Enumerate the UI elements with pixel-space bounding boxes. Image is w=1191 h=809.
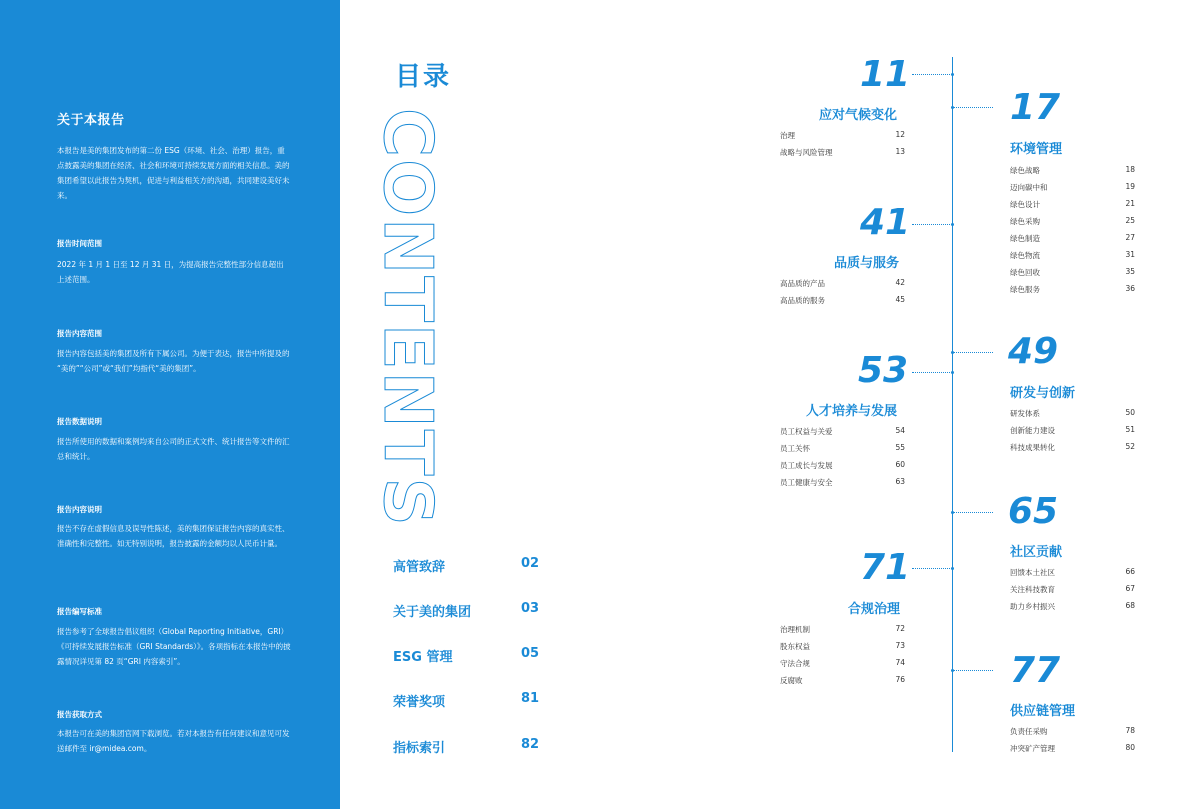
toc-entry-label: 荣誉奖项	[393, 695, 446, 710]
list-item[interactable]: 创新能力建设 51	[1010, 425, 1135, 435]
list-item[interactable]: 绿色物流 31	[1010, 250, 1135, 260]
list-item[interactable]: 绿色设计 21	[1010, 199, 1135, 209]
timeline-divider	[952, 57, 953, 752]
toc-entry-page: 05	[521, 646, 540, 661]
list-item[interactable]: 负责任采购 78	[1010, 726, 1135, 736]
list-item[interactable]: 治理机制 72	[780, 624, 905, 634]
about-report-body: 本报告是美的集团发布的第二份 ESG（环境、社会、治理）报告，重点披露美的集团在经济、社会和环境可持续发展方面的相关信息。美的集团希望以此报告为契机，促进与利益相关方的沟通，共同建设美好未来。	[57, 146, 290, 200]
list-item[interactable]: 员工成长与发展 60	[780, 460, 905, 470]
contents-outline-word: CONTENTS	[369, 108, 447, 528]
chapter-item-list	[780, 624, 905, 692]
toc-entry-index[interactable]	[393, 737, 543, 756]
toc-entry-label: 关于美的集团	[393, 605, 472, 620]
toc-entry-honors[interactable]	[393, 691, 543, 710]
section-body-standard: 报告参考了全球报告倡议组织（Global Reporting Initiative，GRI）《可持续发展报告标准（GRI Standards）》。各项指标在本报告中的披露情况详见第 82 页“GRI 内容索引”。	[57, 627, 291, 666]
list-item[interactable]: 绿色回收 35	[1010, 267, 1135, 277]
toc-entry-about-midea[interactable]	[393, 601, 543, 620]
list-item[interactable]: 冲突矿产管理 80	[1010, 743, 1135, 753]
list-item[interactable]: 回馈本土社区 66	[1010, 567, 1135, 577]
list-item[interactable]: 绿色战略 18	[1010, 165, 1135, 175]
chapter-number: 77	[1010, 650, 1061, 691]
connector-dots	[912, 74, 952, 75]
list-item[interactable]: 股东权益 73	[780, 641, 905, 651]
list-item[interactable]: 高品质的服务 45	[780, 295, 905, 305]
connector-dots	[953, 512, 993, 513]
section-head-content-note: 报告内容说明	[57, 505, 102, 514]
toc-entry-label: 指标索引	[393, 741, 446, 756]
list-item[interactable]: 员工关怀 55	[780, 443, 905, 453]
page-title: 目录	[395, 62, 452, 92]
chapter-title: 环境管理	[1010, 142, 1063, 157]
list-item[interactable]: 迈向碳中和 19	[1010, 182, 1135, 192]
list-item[interactable]: 反腐败 76	[780, 675, 905, 685]
list-item[interactable]: 科技成果转化 52	[1010, 442, 1135, 452]
chapter-title: 人才培养与发展	[806, 404, 898, 419]
chapter-title: 合规治理	[848, 602, 901, 617]
list-item[interactable]: 助力乡村振兴 68	[1010, 601, 1135, 611]
chapter-item-list	[1010, 567, 1135, 618]
chapter-number: 65	[1008, 491, 1059, 532]
section-body-access: 本报告可在美的集团官网下载浏览。若对本报告有任何建议和意见可发送邮件至 ir@midea.com。	[57, 729, 290, 753]
list-item[interactable]: 员工权益与关爱 54	[780, 426, 905, 436]
chapter-item-list	[780, 426, 905, 494]
list-item[interactable]: 治理 12	[780, 130, 905, 140]
chapter-title: 品质与服务	[834, 256, 900, 271]
list-item[interactable]: 绿色制造 27	[1010, 233, 1135, 243]
toc-entry-page: 03	[521, 601, 540, 616]
section-head-access: 报告获取方式	[57, 710, 102, 719]
section-body-data-note: 报告所使用的数据和案例均来自公司的正式文件、统计报告等文件的汇总和统计。	[57, 437, 290, 461]
list-item[interactable]: 绿色服务 36	[1010, 284, 1135, 294]
toc-entry-page: 82	[521, 737, 540, 752]
about-report-title: 关于本报告	[57, 113, 125, 128]
section-body-content-scope: 报告内容包括美的集团及所有下属公司。为便于表达，报告中所提及的 “美的”“公司”或“我们”均指代“美的集团”。	[57, 349, 290, 373]
toc-entry-page: 02	[521, 556, 540, 571]
connector-dots	[912, 568, 952, 569]
list-item[interactable]: 战略与风险管理 13	[780, 147, 905, 157]
toc-entry-page: 81	[521, 691, 540, 706]
chapter-number: 11	[860, 54, 911, 95]
chapter-title: 供应链管理	[1010, 704, 1076, 719]
section-head-time-range: 报告时间范围	[57, 239, 102, 248]
chapter-title: 研发与创新	[1010, 386, 1076, 401]
list-item[interactable]: 员工健康与安全 63	[780, 477, 905, 487]
list-item[interactable]: 高品质的产品 42	[780, 278, 905, 288]
section-head-content-scope: 报告内容范围	[57, 329, 102, 338]
chapter-item-list	[1010, 726, 1135, 760]
chapter-number: 53	[858, 350, 909, 391]
connector-dots	[912, 224, 952, 225]
section-body-content-note: 报告不存在虚假信息及误导性陈述，美的集团保证报告内容的真实性、准确性和完整性。如无特别说明，报告披露的金额均以人民币计量。	[57, 524, 290, 548]
chapter-title: 应对气候变化	[819, 108, 898, 123]
section-body-time-range: 2022 年 1 月 1 日至 12 月 31 日，为提高报告完整性部分信息超出上述范围。	[57, 260, 284, 284]
list-item[interactable]: 守法合规 74	[780, 658, 905, 668]
report-info-panel	[0, 0, 340, 809]
toc-entry-label: 高管致辞	[393, 560, 446, 575]
chapter-number: 49	[1008, 331, 1059, 372]
connector-dots	[953, 670, 993, 671]
toc-entry-exec-message[interactable]	[393, 556, 543, 575]
connector-dots	[912, 372, 952, 373]
connector-dots	[953, 352, 993, 353]
chapter-number: 17	[1010, 87, 1061, 128]
toc-entry-label: ESG 管理	[393, 650, 453, 665]
chapter-item-list	[780, 278, 905, 312]
connector-dots	[953, 107, 993, 108]
chapter-item-list	[1010, 408, 1135, 459]
chapter-item-list	[780, 130, 905, 164]
section-head-standard: 报告编写标准	[57, 607, 102, 616]
chapter-title: 社区贡献	[1010, 545, 1063, 560]
toc-entry-esg-management[interactable]	[393, 646, 543, 665]
chapter-number: 41	[860, 202, 911, 243]
section-head-data-note: 报告数据说明	[57, 417, 102, 426]
chapter-number: 71	[860, 547, 911, 588]
list-item[interactable]: 研发体系 50	[1010, 408, 1135, 418]
list-item[interactable]: 关注科技教育 67	[1010, 584, 1135, 594]
chapter-item-list	[1010, 165, 1135, 301]
list-item[interactable]: 绿色采购 25	[1010, 216, 1135, 226]
